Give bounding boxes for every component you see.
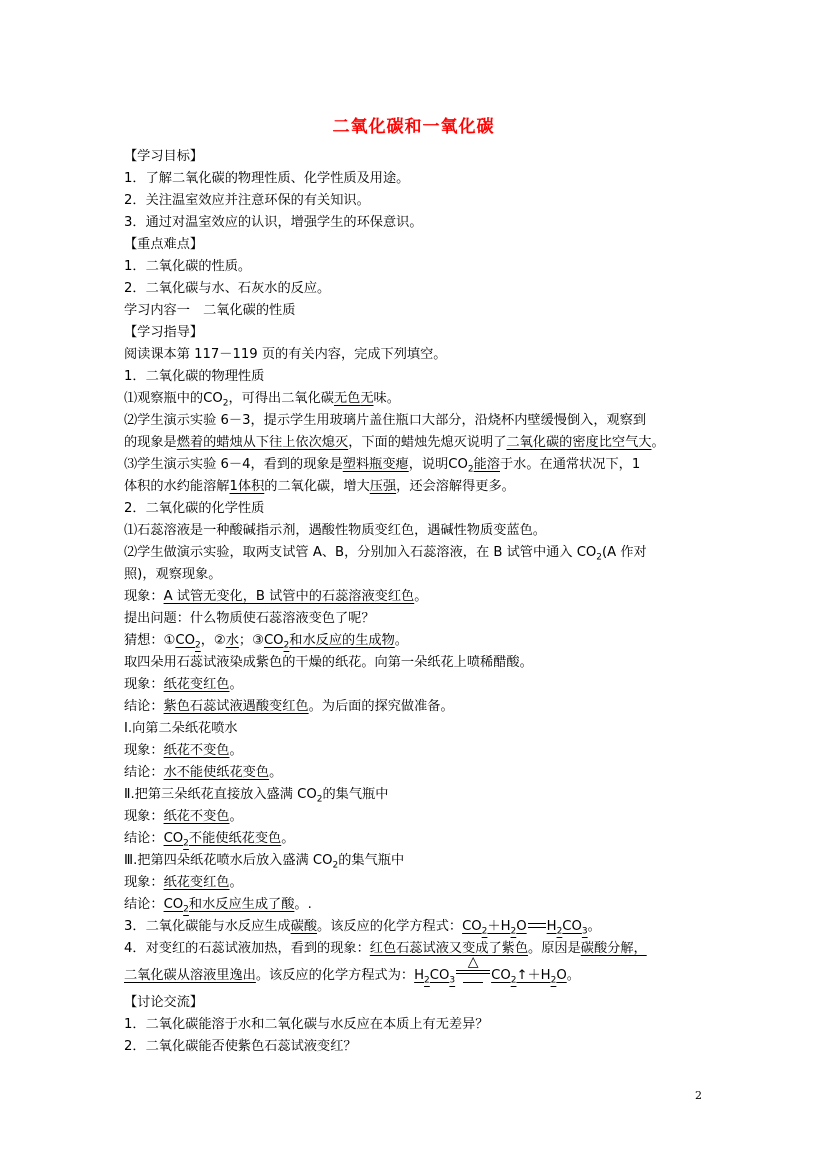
text-segment: 味。 (373, 391, 400, 406)
text-line (124, 850, 724, 872)
text-line (124, 256, 724, 278)
text-segment: 【学习指导】 (124, 325, 204, 340)
text-segment: 纸花不变色 (163, 743, 230, 758)
subscript: 2 (316, 794, 323, 805)
text-line (124, 168, 724, 190)
text-segment: CO (491, 968, 511, 983)
text-segment: 体积的水约能溶解 (124, 479, 230, 494)
text-line (124, 630, 724, 652)
subscript: 2 (283, 640, 290, 651)
text-segment: 1．了解二氧化碳的物理性质、化学性质及用途。 (124, 171, 410, 186)
text-segment: 1．二氧化碳能溶于水和二氧化碳与水反应在本质上有无差异？ (124, 1017, 489, 1032)
text-segment: ⑵学生演示实验 6－3，提示学生用玻璃片盖住瓶口大部分，沿烧杯内壁缓慢倒入，观察到 (124, 413, 647, 428)
subscript: 3 (581, 926, 588, 937)
text-line (124, 366, 724, 388)
text-segment: 结论： (124, 699, 164, 714)
text-segment: 。原因是 (528, 941, 581, 956)
text-segment: ；③ (238, 633, 264, 648)
text-line (124, 432, 724, 454)
text-segment: 。 (566, 968, 580, 983)
text-segment: ↑＋H (516, 968, 551, 983)
text-segment: 。 (229, 743, 243, 758)
text-line (124, 784, 724, 806)
text-line (124, 454, 724, 476)
text-line (124, 828, 724, 850)
text-segment: 2．关注温室效应并注意环保的有关知识。 (124, 193, 370, 208)
text-line (124, 564, 724, 586)
text-segment: CO (462, 919, 482, 934)
text-line (124, 674, 724, 696)
text-segment: CO (163, 897, 184, 912)
text-segment: 照)，观察现象。 (124, 567, 222, 582)
text-line (124, 234, 724, 256)
text-segment: 【讨论交流】 (124, 995, 204, 1010)
text-segment: (A 作对 (602, 545, 647, 560)
subscript: 2 (183, 838, 189, 849)
text-segment: Ⅲ.把第四朵纸花喷水后放入盛满 CO (124, 853, 333, 868)
text-segment: 的集气瓶中 (322, 787, 389, 802)
subscript: 2 (222, 398, 229, 409)
text-segment: 。 (229, 809, 243, 824)
subscript: 2 (424, 975, 430, 986)
text-segment: 二氧化碳从溶液里逸出 (124, 968, 256, 983)
text-segment: 无 (360, 391, 374, 406)
text-segment: 二氧化碳的密度比空气大 (506, 435, 652, 450)
text-line (124, 872, 724, 894)
text-segment: 现象： (124, 875, 164, 890)
subscript: 2 (510, 926, 517, 937)
text-segment: ，可得出二氧化碳 (228, 391, 334, 406)
text-segment: A 试管无变化，B 试管中的石蕊溶液变红色 (163, 589, 415, 604)
text-segment: 2．二氧化碳能否使紫色石蕊试液变红？ (124, 1039, 357, 1054)
text-segment: O (556, 968, 567, 983)
text-segment: 燃着的蜡烛从下往上依次熄灭 (176, 435, 349, 450)
text-segment: 。 (394, 633, 408, 648)
text-line (124, 190, 724, 212)
text-segment: H (546, 919, 557, 934)
text-line (124, 762, 724, 784)
text-segment: 纸花不变色 (163, 809, 230, 824)
text-segment: 和水反应的生成物 (289, 633, 395, 648)
text-line (124, 388, 724, 410)
text-segment: ⑴石蕊溶液是一种酸碱指示剂，遇酸性物质变红色，遇碱性物质变蓝色。 (124, 523, 546, 538)
text-segment: 现象： (124, 677, 164, 692)
text-segment: 能溶 (473, 457, 500, 472)
text-line (124, 410, 724, 432)
text-segment: CO (175, 633, 195, 648)
text-line (124, 586, 724, 608)
text-segment: ＋H (487, 919, 511, 934)
text-segment: 的二氧化碳，增大 (264, 479, 370, 494)
text-segment: 1体积 (229, 479, 265, 494)
text-line (124, 894, 724, 916)
text-segment: 1．二氧化碳的性质。 (124, 259, 252, 274)
subscript: 2 (183, 904, 189, 915)
text-segment: 不能使纸花变色 (188, 831, 282, 846)
text-segment: ⑶学生演示实验 6－4，看到的现象是 (124, 457, 343, 472)
text-segment: Ⅰ.向第二朵纸花喷水 (124, 721, 238, 736)
subscript: 2 (194, 640, 201, 651)
text-segment: CO (562, 919, 582, 934)
text-line (124, 696, 724, 718)
text-segment: 现象： (124, 743, 164, 758)
text-line (124, 1036, 724, 1058)
text-segment: 2．二氧化碳的化学性质 (124, 501, 265, 516)
text-segment: Ⅱ.把第三朵纸花直接放入盛满 CO (124, 787, 317, 802)
text-segment: 3．二氧化碳能与水反应生成 (124, 919, 291, 934)
text-segment: 。 (651, 435, 665, 450)
text-segment: 的集气瓶中 (338, 853, 405, 868)
text-segment: ，说明CO (408, 457, 468, 472)
text-segment: 结论： (124, 831, 164, 846)
text-line (124, 520, 724, 542)
text-segment: 。 (281, 831, 295, 846)
text-segment: 。 (229, 677, 243, 692)
text-segment: 。. (294, 897, 312, 912)
text-segment: 无色 (333, 391, 361, 406)
text-line (124, 300, 724, 322)
text-segment: CO (429, 968, 450, 983)
heat-condition-sign (455, 954, 491, 986)
text-segment: 于水。在通常状况下，1 (500, 457, 641, 472)
text-segment: 碳酸分解， (580, 941, 647, 956)
text-segment: ，② (200, 633, 226, 648)
text-line (124, 212, 724, 234)
text-segment: 阅读课本第 117－119 页的有关内容，完成下列填空。 (124, 347, 447, 362)
text-segment: 3．通过对温室效应的认识，增强学生的环保意识。 (124, 215, 423, 230)
text-line (124, 542, 724, 564)
text-segment: 。 (587, 919, 601, 934)
text-segment: 红色石蕊试液又变成了紫色 (369, 941, 529, 956)
subscript: 2 (481, 926, 488, 937)
text-segment: 碳酸 (290, 919, 318, 934)
subscript: 2 (332, 860, 339, 871)
subscript: 2 (556, 926, 563, 937)
text-segment: 。该反应的化学方程式： (317, 919, 463, 934)
page-title: 二氧化碳和一氧化碳 (332, 117, 495, 137)
text-segment: 2．二氧化碳与水、石灰水的反应。 (124, 281, 331, 296)
text-segment: 紫色石蕊试液遇酸变红色 (163, 699, 309, 714)
text-segment: 提出问题：什么物质使石蕊溶液变色了呢？ (124, 611, 375, 626)
text-segment: 的现象是 (124, 435, 177, 450)
text-line (124, 718, 724, 740)
text-segment: 结论： (124, 765, 164, 780)
text-segment: 学习内容一 二氧化碳的性质 (124, 303, 296, 318)
text-segment: 和水反应生成了酸 (188, 897, 295, 912)
subscript: 2 (510, 975, 517, 986)
equals-sign (527, 921, 547, 931)
text-segment: 。 (414, 589, 428, 604)
text-line (124, 1014, 724, 1036)
text-segment: ，下面的蜡烛先熄灭说明了 (348, 435, 507, 450)
text-segment: 。 (269, 765, 283, 780)
page-number: 2 (695, 1089, 702, 1102)
text-segment: 纸花变红色 (163, 875, 230, 890)
text-segment: ，还会溶解得更多。 (396, 479, 515, 494)
text-line (124, 916, 724, 938)
text-segment: 1．二氧化碳的物理性质 (124, 369, 265, 384)
text-line (124, 322, 724, 344)
text-line (124, 146, 724, 168)
text-segment: H (414, 968, 425, 983)
text-line (124, 498, 724, 520)
text-segment: 猜想：① (124, 633, 176, 648)
text-segment: 纸花变红色 (163, 677, 230, 692)
heat-triangle: △ (467, 954, 479, 970)
text-segment: ⑵学生做演示实验，取两支试管 A、B，分别加入石蕊溶液，在 B 试管中通入 CO (124, 545, 597, 560)
subscript: 3 (449, 975, 456, 986)
text-line (124, 476, 724, 498)
text-segment: 【重点难点】 (124, 237, 204, 252)
text-segment: CO (163, 831, 184, 846)
text-line (124, 652, 724, 674)
text-segment: 塑料瓶变瘪 (342, 457, 409, 472)
text-segment: CO (263, 633, 284, 648)
text-line (124, 344, 724, 366)
text-segment: 。 (229, 875, 243, 890)
text-segment: 压强 (369, 479, 397, 494)
text-segment: 4．对变红的石蕊试液加热，看到的现象： (124, 941, 370, 956)
text-segment: O (516, 919, 527, 934)
text-line (124, 992, 724, 1014)
text-segment: 现象： (124, 809, 164, 824)
subscript: 2 (467, 464, 474, 475)
text-line (124, 278, 724, 300)
text-line (124, 806, 724, 828)
text-line (124, 954, 724, 992)
text-segment: 水不能使纸花变色 (163, 765, 270, 780)
text-line (124, 938, 724, 960)
text-segment: 结论： (124, 897, 164, 912)
text-segment: ⑴观察瓶中的CO (124, 391, 223, 406)
text-segment: 【学习目标】 (124, 149, 204, 164)
text-segment: 。该反应的化学方程式为： (255, 968, 415, 983)
subscript: 2 (596, 552, 603, 563)
text-line (124, 608, 724, 630)
text-line (124, 740, 724, 762)
text-segment: 取四朵用石蕊试液染成紫色的干燥的纸花。向第一朵纸花上喷稀醋酸。 (124, 655, 533, 670)
subscript: 2 (550, 975, 557, 986)
body-text (124, 146, 724, 1058)
text-segment: 。为后面的探究做准备。 (308, 699, 454, 714)
text-segment: 水 (225, 633, 239, 648)
text-segment: 现象： (124, 589, 164, 604)
